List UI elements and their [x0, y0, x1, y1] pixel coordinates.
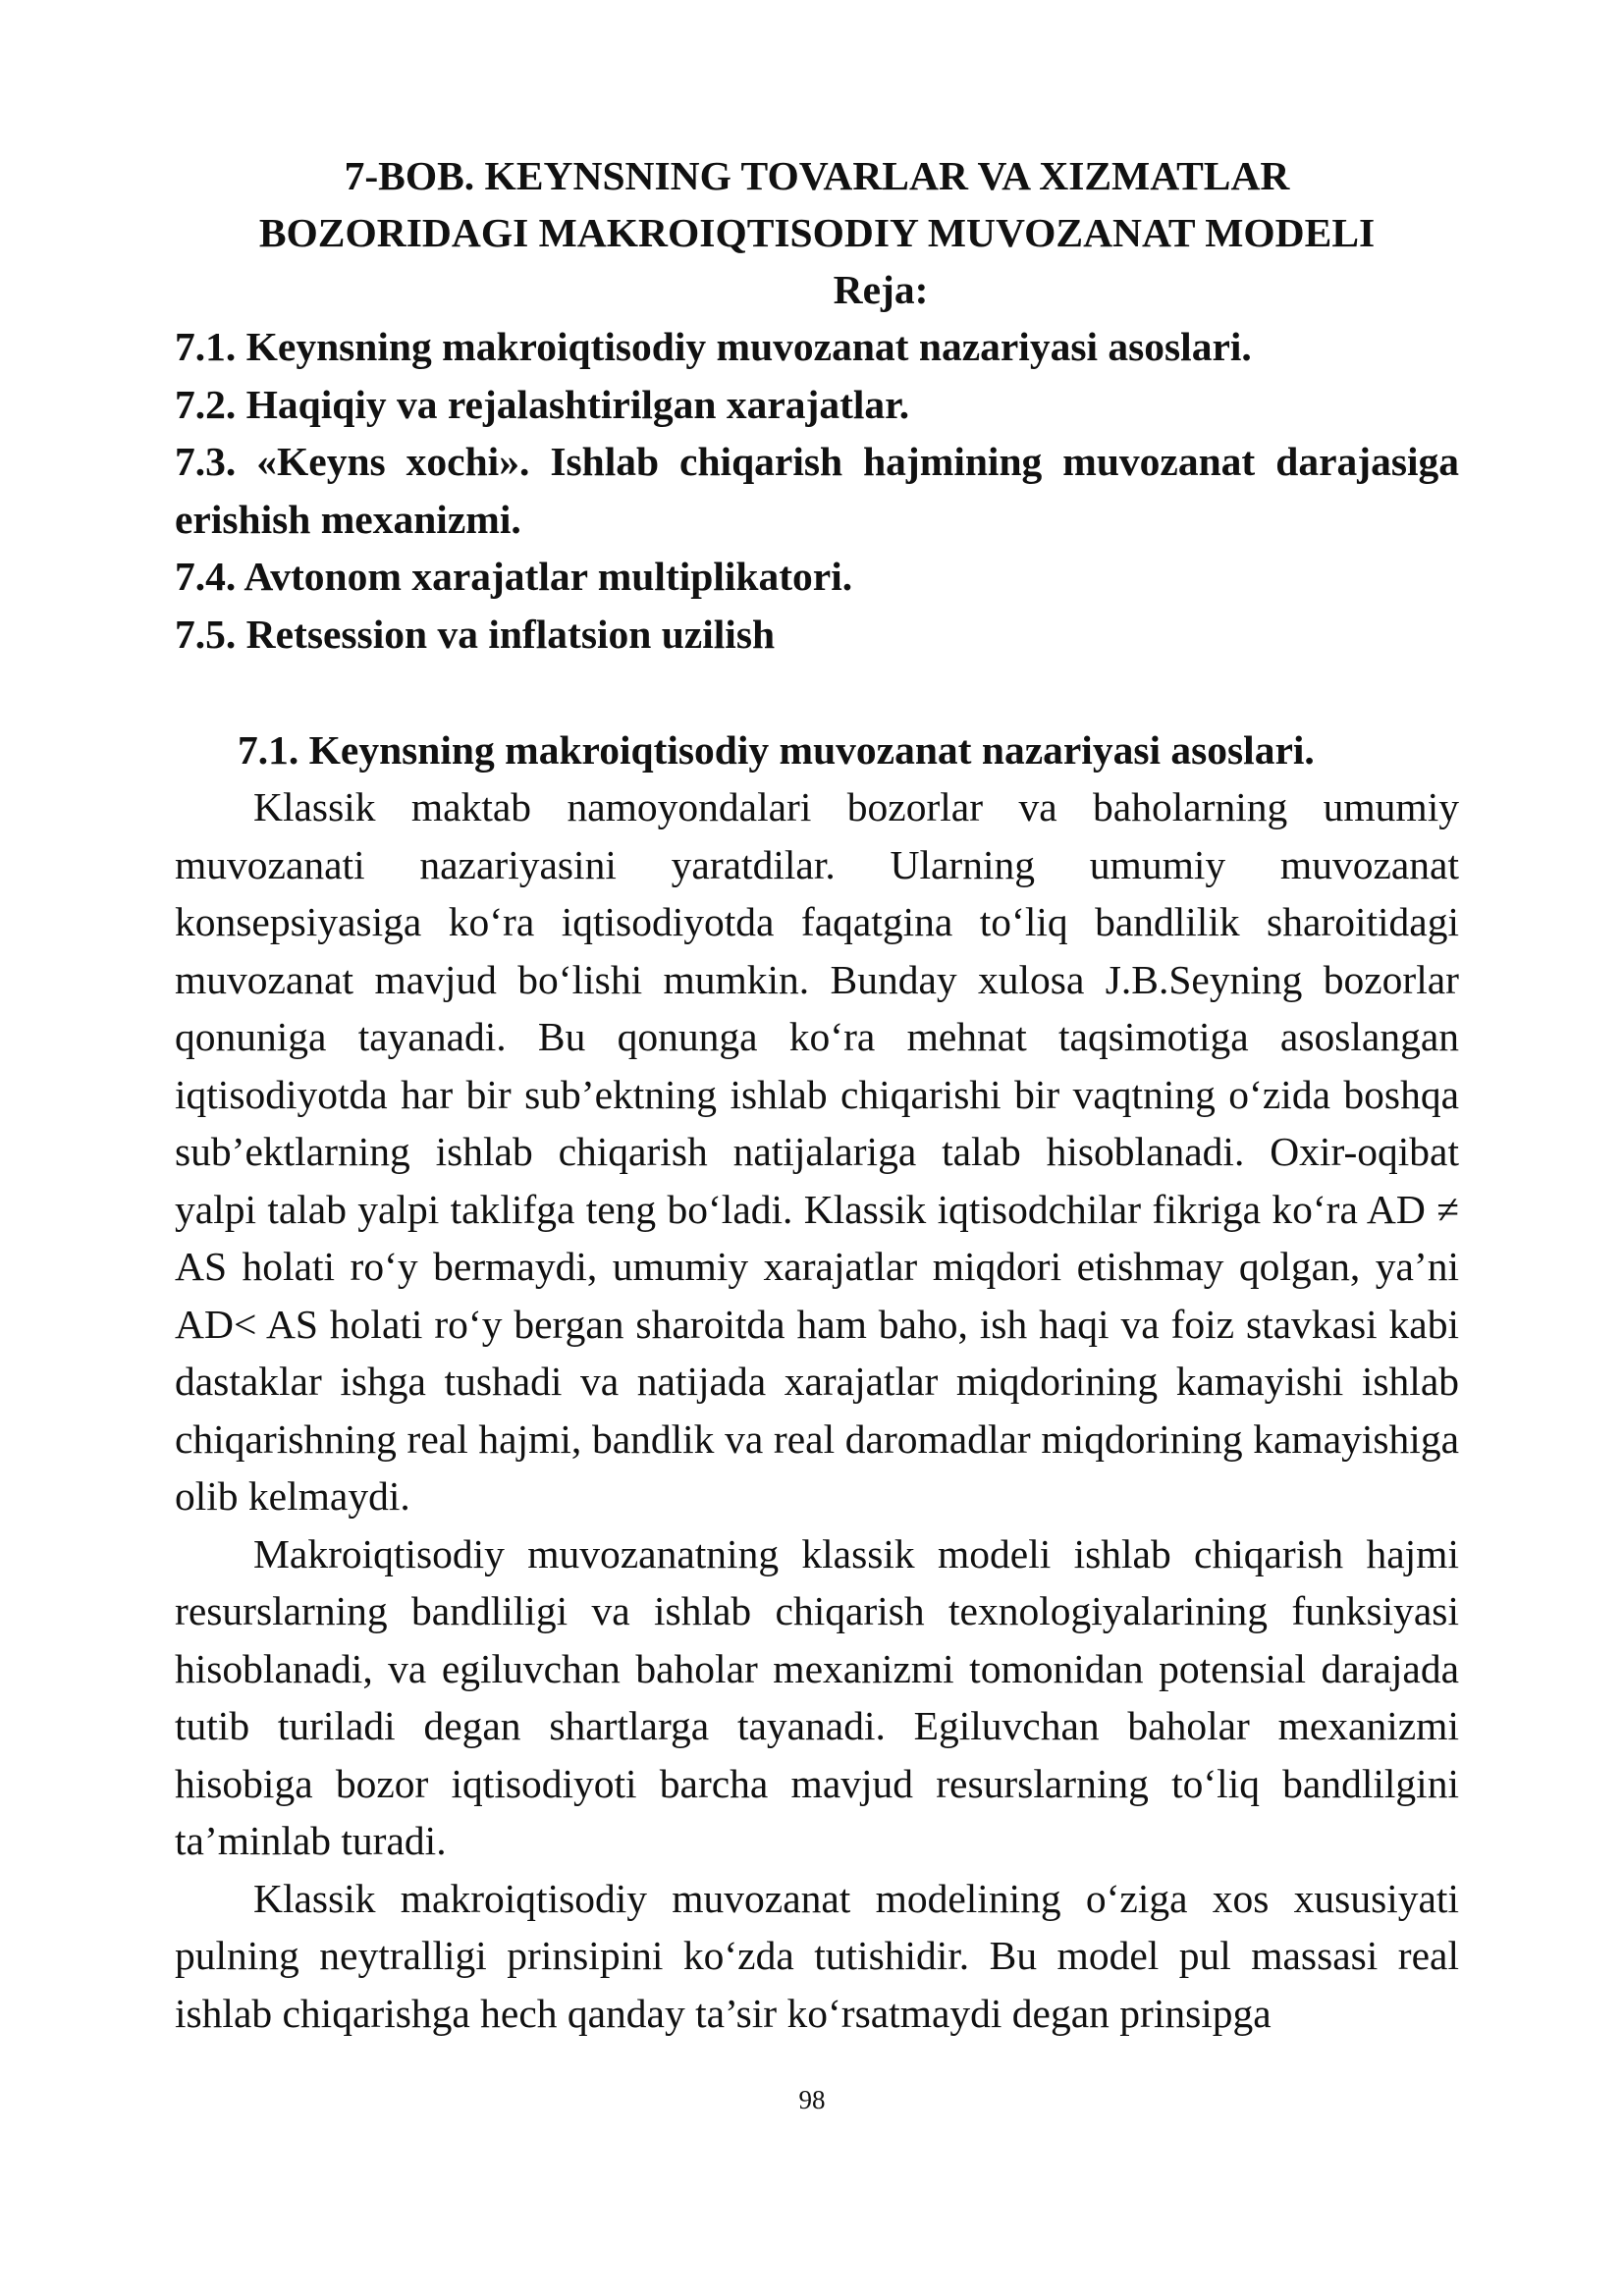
body-paragraph-1: Klassik maktab namoyondalari bozorlar va baholarning umumiy muvozanati nazariyasini yaratdilar. Ularning umumiy muvozanat konsepsiyasiga ko‘ra iqtisodiyotda faqatgina to‘liq bandlilik sharoitidagi muvozanat mavjud bo‘lishi mumkin. Bunday xulosa J.B.Seyning bozorlar qonuniga tayanadi. Bu qonunga ko‘ra mehnat taqsimotiga asoslangan iqtisodiyotda har bir sub’ektning ishlab chiqarishi bir vaqtning o‘zida boshqa sub’ektlarning ishlab chiqarish natijalariga talab hisoblanadi. Oxir-oqibat yalpi talab yalpi taklifga teng bo‘ladi. Klassik iqtisodchilar fikriga ko‘ra AD ≠ AS holati ro‘y bermaydi, umumiy xarajatlar miqdori etishmay qolgan, ya’ni AD< AS holati ro‘y bergan sharoitda ham baho, ish haqi va foiz stavkasi kabi dastaklar ishga tushadi va natijada xarajatlar miqdorining kamayishi ishlab chiqarishning real hajmi, bandlik va real daromadlar miqdorining kamayishiga olib kelmaydi.	[175, 784, 1459, 1519]
body-paragraph-2: Makroiqtisodiy muvozanatning klassik modeli ishlab chiqarish hajmi resurslarning bandliligi va ishlab chiqarish texnologiyalarining funksiyasi hisoblanadi, va egiluvchan baholar mexanizmi tomonidan potensial darajada tutib turiladi degan shartlarga tayanadi. Egiluvchan baholar mexanizmi hisobiga bozor iqtisodiyoti barcha mavjud resurslarning to‘liq bandlilgini ta’minlab turadi.	[175, 1530, 1459, 1863]
plan-item-7-5: 7.5. Retsession va inflatsion uzilish	[175, 611, 776, 657]
plan-item-7-4: 7.4. Avtonom xarajatlar multiplikatori.	[175, 554, 853, 599]
plan-list	[175, 318, 1459, 663]
document-page	[175, 147, 1459, 2042]
plan-heading: Reja:	[833, 267, 929, 312]
plan-item-7-1: 7.1. Keynsning makroiqtisodiy muvozanat nazariyasi asoslari.	[175, 324, 1252, 369]
page-number: 98	[798, 2085, 826, 2114]
chapter-title	[175, 147, 1459, 261]
chapter-title-line-2: BOZORIDAGI MAKROIQTISODIY MUVOZANAT MODELI	[258, 210, 1376, 255]
body-paragraph-3: Klassik makroiqtisodiy muvozanat modelining o‘ziga xos xususiyati pulning neytralligi prinsipini ko‘zda tutishidir. Bu model pul massasi real ishlab chiqarishga hech qanday ta’sir ko‘rsatmaydi degan prinsipga	[175, 1875, 1459, 2036]
chapter-title-line-1: 7-BOB. KEYNSNING TOVARLAR VA XIZMATLAR	[344, 153, 1290, 198]
plan-item-7-3: 7.3. «Keyns xochi». Ishlab chiqarish hajmining muvozanat darajasiga erishish mexanizmi.	[175, 439, 1459, 542]
plan-item-7-2: 7.2. Haqiqiy va rejalashtirilgan xarajatlar.	[175, 381, 910, 427]
section-title: 7.1. Keynsning makroiqtisodiy muvozanat nazariyasi asoslari.	[238, 727, 1315, 773]
